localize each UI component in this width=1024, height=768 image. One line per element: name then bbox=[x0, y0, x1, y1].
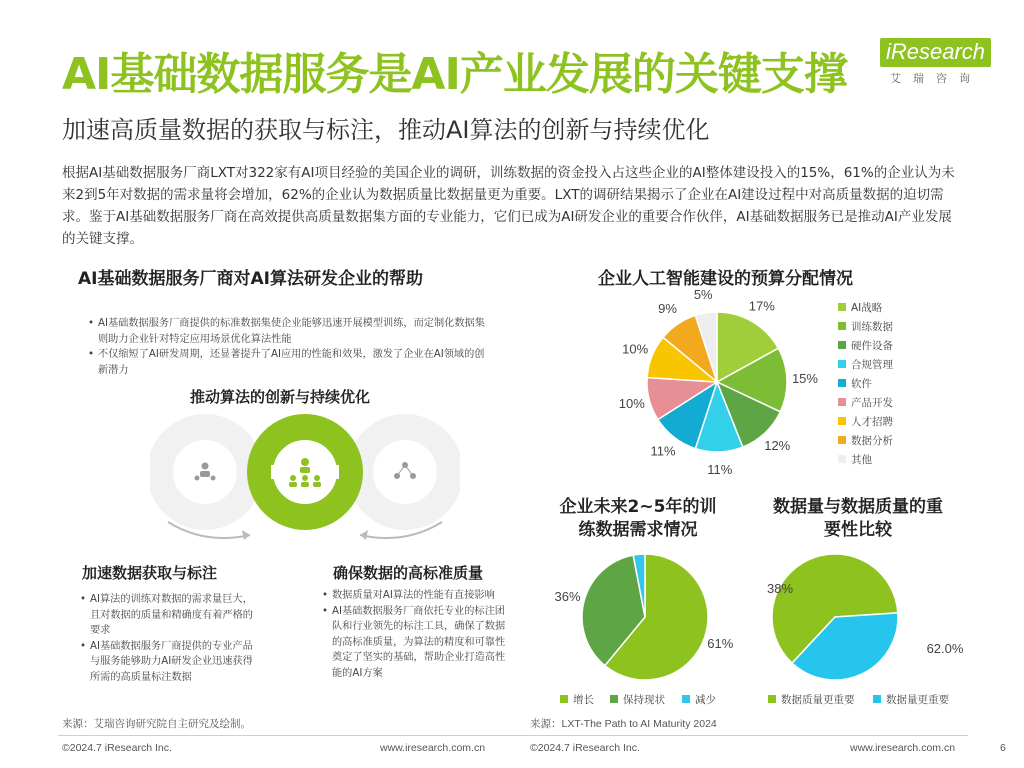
legend1-label-1: 训练数据 bbox=[851, 321, 893, 333]
logo-subtext: 艾瑞咨询 bbox=[890, 72, 982, 85]
url-left[interactable]: www.iresearch.com.cn bbox=[380, 742, 486, 754]
legend3-label-0: 数据质量更重要 bbox=[781, 694, 855, 706]
legend2-label-2: 减少 bbox=[695, 694, 716, 706]
legend1-label-0: AI战略 bbox=[851, 302, 883, 314]
demand-pie-chart bbox=[540, 545, 750, 690]
pie1-label-5: 10% bbox=[618, 395, 645, 411]
pie3-label-0: 62.0% bbox=[926, 641, 964, 656]
footer-divider bbox=[58, 735, 968, 736]
pie1-label-8: 5% bbox=[693, 290, 713, 303]
legend2-item-0 bbox=[560, 692, 594, 707]
chart2-title: 企业未来2~5年的训练数据需求情况 bbox=[559, 497, 717, 540]
block1-bullets bbox=[80, 592, 262, 685]
pie1-label-4: 11% bbox=[650, 443, 676, 459]
left-bullet-1: • AI基础数据服务厂商提供的标准数据集使企业能够迅速开展模型训练，而定制化数据集则助力企业针对特定应用场景优化算法性能 bbox=[88, 316, 488, 347]
quality-legend bbox=[768, 692, 998, 708]
network-icon bbox=[394, 462, 416, 479]
footer-spacer bbox=[60, 714, 960, 715]
legend2-swatch-0 bbox=[560, 695, 568, 703]
intro-paragraph: 根据AI基础数据服务厂商LXT对322家有AI项目经验的美国企业的调研，训练数据的资金投入占这些企业的AI整体建设投入的15%，61%的企业认为未来2到5年对数据的需求量将会增加，62%的企业认为数据质量比数据量更为重要。LXT的调研结果揭示了企业在AI建设过程中对高质量数据的迫切需求。鉴于AI基础数据服务厂商在高效提供高质量数据集方面的专业能力，它们已成为AI研发企业的重要合作伙伴，AI基础数据服务已是推动AI产业发展的关键支撑。 bbox=[62, 165, 955, 247]
pie1-label-1: 15% bbox=[791, 371, 818, 387]
legend1-swatch-4 bbox=[838, 379, 846, 387]
legend3-label-1: 数据量更重要 bbox=[886, 694, 949, 706]
left-bullets bbox=[88, 316, 488, 378]
quality-pie-chart bbox=[760, 545, 1000, 690]
pie1-label-0: 17% bbox=[748, 298, 775, 314]
copyright-right: ©2024.7 iResearch Inc. bbox=[530, 742, 640, 754]
source-left: 来源：艾瑞咨询研究院自主研究及绘制。 bbox=[62, 718, 251, 730]
legend1-label-5: 产品开发 bbox=[851, 397, 893, 409]
legend1-item-3 bbox=[838, 357, 893, 372]
demand-legend bbox=[560, 692, 760, 708]
page-number: 6 bbox=[1000, 742, 1006, 754]
legend3-item-0 bbox=[768, 692, 855, 707]
copyright-left: ©2024.7 iResearch Inc. bbox=[62, 742, 172, 754]
legend1-label-4: 软件 bbox=[851, 378, 872, 390]
legend1-item-1 bbox=[838, 319, 893, 334]
legend1-item-8 bbox=[838, 452, 872, 467]
pie2-label-1: 36% bbox=[554, 589, 581, 605]
legend2-item-1 bbox=[610, 692, 665, 707]
legend2-swatch-2 bbox=[682, 695, 690, 703]
block2-bullets bbox=[322, 588, 507, 681]
legend1-swatch-7 bbox=[838, 436, 846, 444]
legend1-item-6 bbox=[838, 414, 893, 429]
right-arrowhead bbox=[360, 530, 368, 540]
left-bullet-2: • 不仅缩短了AI研发周期，还显著提升了AI应用的性能和效果，激发了企业在AI领域的创新潜力 bbox=[88, 347, 488, 378]
legend3-swatch-0 bbox=[768, 695, 776, 703]
pie1-label-2: 12% bbox=[764, 438, 791, 454]
pie2-label-0: 61% bbox=[707, 636, 734, 652]
chart3-title: 数据量与数据质量的重要性比较 bbox=[773, 497, 943, 540]
pie1-label-7: 9% bbox=[658, 301, 677, 317]
right-ring bbox=[360, 427, 450, 517]
block1-bullet-2: • AI基础数据服务厂商提供的专业产品与服务能够助力AI研发企业迅速获得所需的高质量标注数据 bbox=[80, 639, 262, 686]
block1-title: 加速数据获取与标注 bbox=[82, 564, 218, 582]
legend1-label-8: 其他 bbox=[851, 454, 872, 466]
iresearch-logo bbox=[880, 38, 1000, 88]
legend1-swatch-6 bbox=[838, 417, 846, 425]
pie1-label-3: 11% bbox=[707, 461, 733, 477]
chart1-title: 企业人工智能建设的预算分配情况 bbox=[598, 269, 853, 289]
legend2-label-0: 增长 bbox=[573, 694, 594, 706]
legend1-swatch-2 bbox=[838, 341, 846, 349]
center-section-title: 推动算法的创新与持续优化 bbox=[190, 388, 371, 406]
block2-bullet-2: • AI基础数据服务厂商依托专业的标注团队和行业领先的标注工具，确保了数据的高标准质量，为算法的精度和可靠性奠定了坚实的基础，帮助企业打造高性能的AI方案 bbox=[322, 604, 507, 682]
block2-bullet-1: • 数据质量对AI算法的性能有直接影响 bbox=[322, 588, 507, 604]
cycle-diagram bbox=[150, 410, 460, 550]
pie3-label-1: 38% bbox=[766, 581, 794, 596]
legend1-label-2: 硬件设备 bbox=[851, 340, 893, 352]
source-right: 来源：LXT-The Path to AI Maturity 2024 bbox=[530, 718, 717, 730]
budget-pie-chart bbox=[590, 290, 840, 480]
legend1-item-7 bbox=[838, 433, 893, 448]
legend2-item-2 bbox=[682, 692, 716, 707]
legend1-swatch-3 bbox=[838, 360, 846, 368]
legend1-swatch-0 bbox=[838, 303, 846, 311]
legend1-label-7: 数据分析 bbox=[851, 435, 893, 447]
legend1-item-2 bbox=[838, 338, 893, 353]
budget-legend bbox=[838, 300, 938, 470]
block2-title: 确保数据的高标准质量 bbox=[333, 564, 484, 582]
legend1-item-4 bbox=[838, 376, 872, 391]
page-subtitle: 加速高质量数据的获取与标注，推动AI算法的创新与持续优化 bbox=[62, 116, 710, 144]
logo-text: iResearch bbox=[880, 38, 991, 67]
left-arrowhead bbox=[242, 530, 250, 540]
legend3-swatch-1 bbox=[873, 695, 881, 703]
pie1-label-6: 10% bbox=[622, 341, 649, 357]
people-icon bbox=[195, 463, 216, 481]
legend2-swatch-1 bbox=[610, 695, 618, 703]
legend3-item-1 bbox=[873, 692, 949, 707]
legend2-label-1: 保持现状 bbox=[623, 694, 665, 706]
legend1-swatch-8 bbox=[838, 455, 846, 463]
legend1-swatch-1 bbox=[838, 322, 846, 330]
left-section-title: AI基础数据服务厂商对AI算法研发企业的帮助 bbox=[78, 269, 423, 289]
page-title: AI基础数据服务是AI产业发展的关键支撑 bbox=[62, 49, 847, 100]
url-right[interactable]: www.iresearch.com.cn bbox=[850, 742, 956, 754]
legend1-label-6: 人才招聘 bbox=[851, 416, 893, 428]
legend1-label-3: 合规管理 bbox=[851, 359, 893, 371]
legend1-swatch-5 bbox=[838, 398, 846, 406]
block1-bullet-1: • AI算法的训练对数据的需求量巨大，且对数据的质量和精确度有着严格的要求 bbox=[80, 592, 262, 639]
legend1-item-5 bbox=[838, 395, 893, 410]
legend1-item-0 bbox=[838, 300, 882, 315]
